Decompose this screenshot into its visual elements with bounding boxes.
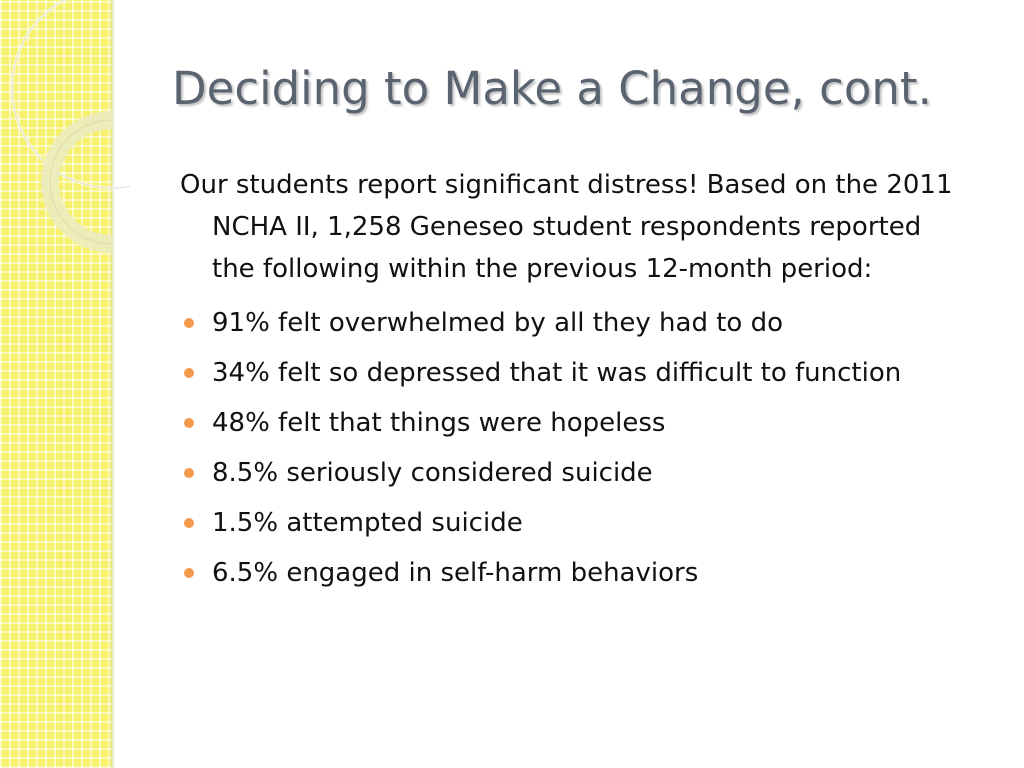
list-item-text: 91% felt overwhelmed by all they had to do: [212, 308, 783, 338]
slide-body: [180, 164, 970, 602]
bullet-dot-icon: [184, 418, 194, 428]
list-item: [180, 302, 970, 344]
bullet-dot-icon: [184, 368, 194, 378]
list-item-text: 8.5% seriously considered suicide: [212, 458, 653, 488]
bullet-dot-icon: [184, 468, 194, 478]
bullet-dot-icon: [184, 568, 194, 578]
list-item-text: 1.5% attempted suicide: [212, 508, 523, 538]
list-item-text: 48% felt that things were hopeless: [212, 408, 666, 438]
statistics-list: [180, 302, 970, 594]
list-item: [180, 352, 970, 394]
decorative-circles: [0, 0, 130, 260]
bullet-dot-icon: [184, 518, 194, 528]
intro-paragraph: Our students report significant distress! Based on the 2011 NCHA II, 1,258 Geneseo student respondents reported the following within the previous 12-month period:: [180, 170, 953, 284]
list-item: [180, 402, 970, 444]
list-item: [180, 552, 970, 594]
list-item: [180, 452, 970, 494]
list-item-text: 6.5% engaged in self-harm behaviors: [212, 558, 699, 588]
list-item: [180, 502, 970, 544]
slide-title: Deciding to Make a Change, cont.: [172, 62, 932, 115]
large-circle-shadow: [12, 0, 130, 188]
list-item-text: 34% felt so depressed that it was difficult to function: [212, 358, 902, 388]
bullet-dot-icon: [184, 318, 194, 328]
large-circle-outline: [12, 0, 130, 188]
